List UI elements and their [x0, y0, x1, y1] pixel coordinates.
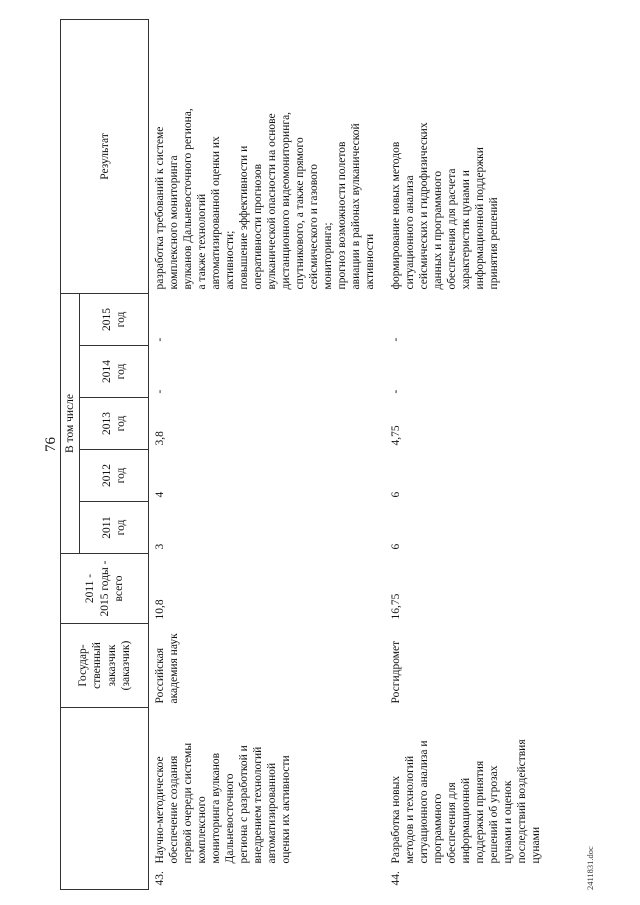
header-year-2013: 2013 год — [80, 398, 149, 450]
row-number: 44. — [390, 871, 403, 886]
header-result: Результат — [61, 19, 149, 293]
header-measure — [61, 708, 149, 890]
year-2011-cell: 3 — [154, 543, 167, 550]
year-2011-cell: 6 — [390, 543, 403, 550]
header-year-2015: 2015 год — [80, 293, 149, 345]
customer-cell: Росгидромет — [390, 640, 403, 704]
measure-title: Научно-методическое обеспечение создания первой очереди системы комплексного мониторинга вулканов Дальневосточного региона с разработкой и внедрением технологий автоматизированной оценки их активности — [154, 742, 293, 864]
table-row — [149, 19, 386, 889]
footer-doc-code: 2411831.doc — [585, 846, 595, 890]
customer-cell: Российская академия наук — [154, 633, 181, 704]
year-2015-cell: - — [154, 337, 167, 342]
result-cell: разработка требований к системе комплексного мониторинга вулканов Дальневосточного региона, а также технологий автоматизированной оценки их активности; повышение эффективности и оперативности прогнозов вулканической опасности на основе дистанционного видеомониторинга, спутникового, а также прямого сейсмического и газового мониторинга; прогноз возможности полетов авиации в районах вулканической активности — [154, 108, 377, 290]
year-2013-cell: 3,8 — [154, 431, 167, 446]
program-table — [60, 19, 551, 890]
table-row — [385, 19, 551, 889]
total-cell: 16,75 — [390, 593, 403, 620]
header-including: В том числе — [61, 293, 80, 553]
row-number: 43. — [154, 871, 167, 886]
result-cell: формирование новых методов ситуационного анализа сейсмических и гидрофизических данных и программного обеспечения для расчета характеристик цунами и информационной поддержки принятия решений — [390, 122, 501, 290]
header-total: 2011 - 2015 годы - всего — [61, 554, 149, 624]
header-customer: Государ- ственный заказчик (заказчик) — [61, 624, 149, 708]
year-2012-cell: 4 — [154, 491, 167, 498]
header-year-2012: 2012 год — [80, 450, 149, 502]
year-2012-cell: 6 — [390, 491, 403, 498]
year-2014-cell: - — [390, 389, 403, 394]
page-number: 76 — [43, 437, 59, 452]
year-2014-cell: - — [154, 389, 167, 394]
header-year-2011: 2011 год — [80, 502, 149, 554]
measure-title: Разработка новых методов и технологий ситуационного анализа и программного обеспечения для информационной поддержки принятия решений об угрозах цунами и оценок последствий воздействия цунами — [390, 739, 543, 864]
year-2015-cell: - — [390, 337, 403, 342]
total-cell: 10,8 — [154, 599, 167, 620]
program-table-rotated — [60, 20, 580, 890]
year-2013-cell: 4,75 — [390, 425, 403, 446]
header-year-2014: 2014 год — [80, 346, 149, 398]
